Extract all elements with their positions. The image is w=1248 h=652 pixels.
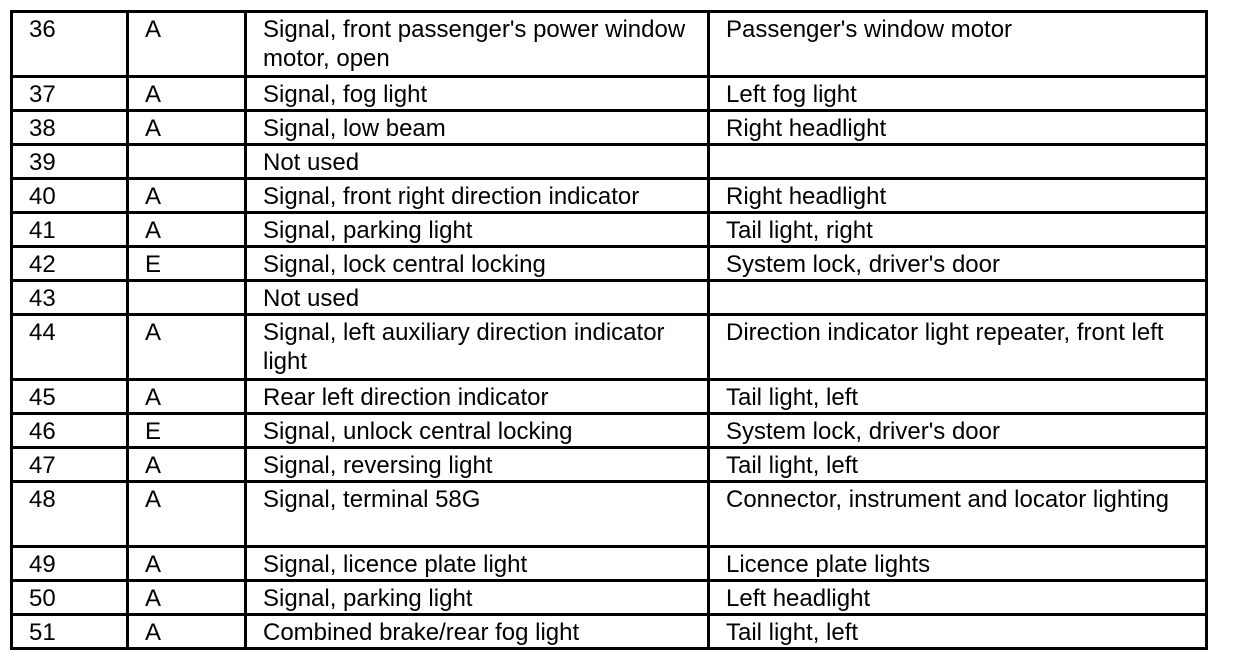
- component-cell: System lock, driver's door: [709, 414, 1207, 448]
- code-cell: E: [128, 414, 246, 448]
- pin-number-cell: 51: [12, 615, 128, 649]
- pin-number-cell: 42: [12, 247, 128, 281]
- code-cell: A: [128, 581, 246, 615]
- table-row: [12, 247, 1207, 281]
- pin-number-cell: 44: [12, 315, 128, 380]
- signal-description-cell: Signal, front right direction indicator: [246, 179, 709, 213]
- signal-description-cell: Signal, parking light: [246, 581, 709, 615]
- pin-number-cell: 38: [12, 111, 128, 145]
- component-cell: Right headlight: [709, 179, 1207, 213]
- code-cell: A: [128, 213, 246, 247]
- component-cell: Passenger's window motor: [709, 12, 1207, 77]
- code-cell: A: [128, 482, 246, 547]
- pin-table: [10, 10, 1208, 650]
- pin-number-cell: 47: [12, 448, 128, 482]
- component-cell: Right headlight: [709, 111, 1207, 145]
- component-cell: Left headlight: [709, 581, 1207, 615]
- table-row: [12, 179, 1207, 213]
- table-row: [12, 482, 1207, 547]
- table-row: [12, 448, 1207, 482]
- signal-description-cell: Not used: [246, 281, 709, 315]
- pin-number-cell: 46: [12, 414, 128, 448]
- pin-number-cell: 36: [12, 12, 128, 77]
- code-cell: A: [128, 111, 246, 145]
- code-cell: A: [128, 380, 246, 414]
- table-row: [12, 581, 1207, 615]
- signal-description-cell: Signal, unlock central locking: [246, 414, 709, 448]
- pin-number-cell: 39: [12, 145, 128, 179]
- signal-description-cell: Signal, licence plate light: [246, 547, 709, 581]
- component-cell: [709, 145, 1207, 179]
- signal-description-cell: Signal, terminal 58G: [246, 482, 709, 547]
- code-cell: [128, 145, 246, 179]
- signal-description-cell: Signal, fog light: [246, 77, 709, 111]
- component-cell: Direction indicator light repeater, front left: [709, 315, 1207, 380]
- component-cell: Tail light, left: [709, 615, 1207, 649]
- component-cell: Tail light, right: [709, 213, 1207, 247]
- component-cell: Tail light, left: [709, 380, 1207, 414]
- pin-number-cell: 43: [12, 281, 128, 315]
- signal-description-cell: Signal, low beam: [246, 111, 709, 145]
- signal-description-cell: Rear left direction indicator: [246, 380, 709, 414]
- component-cell: [709, 281, 1207, 315]
- pin-number-cell: 45: [12, 380, 128, 414]
- table-row: [12, 77, 1207, 111]
- pin-number-cell: 48: [12, 482, 128, 547]
- pin-number-cell: 50: [12, 581, 128, 615]
- code-cell: A: [128, 615, 246, 649]
- table-row: [12, 315, 1207, 380]
- signal-description-cell: Signal, parking light: [246, 213, 709, 247]
- table-row: [12, 547, 1207, 581]
- code-cell: [128, 281, 246, 315]
- code-cell: A: [128, 179, 246, 213]
- pin-table-body: [12, 12, 1207, 649]
- component-cell: Left fog light: [709, 77, 1207, 111]
- code-cell: A: [128, 448, 246, 482]
- code-cell: E: [128, 247, 246, 281]
- code-cell: A: [128, 315, 246, 380]
- table-row: [12, 281, 1207, 315]
- table-row: [12, 615, 1207, 649]
- code-cell: A: [128, 547, 246, 581]
- table-row: [12, 12, 1207, 77]
- table-row: [12, 145, 1207, 179]
- table-row: [12, 380, 1207, 414]
- component-cell: Tail light, left: [709, 448, 1207, 482]
- signal-description-cell: Signal, lock central locking: [246, 247, 709, 281]
- table-row: [12, 111, 1207, 145]
- pin-number-cell: 49: [12, 547, 128, 581]
- pin-number-cell: 41: [12, 213, 128, 247]
- component-cell: Connector, instrument and locator lighting: [709, 482, 1207, 547]
- code-cell: A: [128, 12, 246, 77]
- code-cell: A: [128, 77, 246, 111]
- pin-number-cell: 40: [12, 179, 128, 213]
- signal-description-cell: Signal, left auxiliary direction indicator light: [246, 315, 709, 380]
- signal-description-cell: Not used: [246, 145, 709, 179]
- table-row: [12, 414, 1207, 448]
- component-cell: System lock, driver's door: [709, 247, 1207, 281]
- table-row: [12, 213, 1207, 247]
- pin-number-cell: 37: [12, 77, 128, 111]
- signal-description-cell: Combined brake/rear fog light: [246, 615, 709, 649]
- component-cell: Licence plate lights: [709, 547, 1207, 581]
- signal-description-cell: Signal, reversing light: [246, 448, 709, 482]
- signal-description-cell: Signal, front passenger's power window motor, open: [246, 12, 709, 77]
